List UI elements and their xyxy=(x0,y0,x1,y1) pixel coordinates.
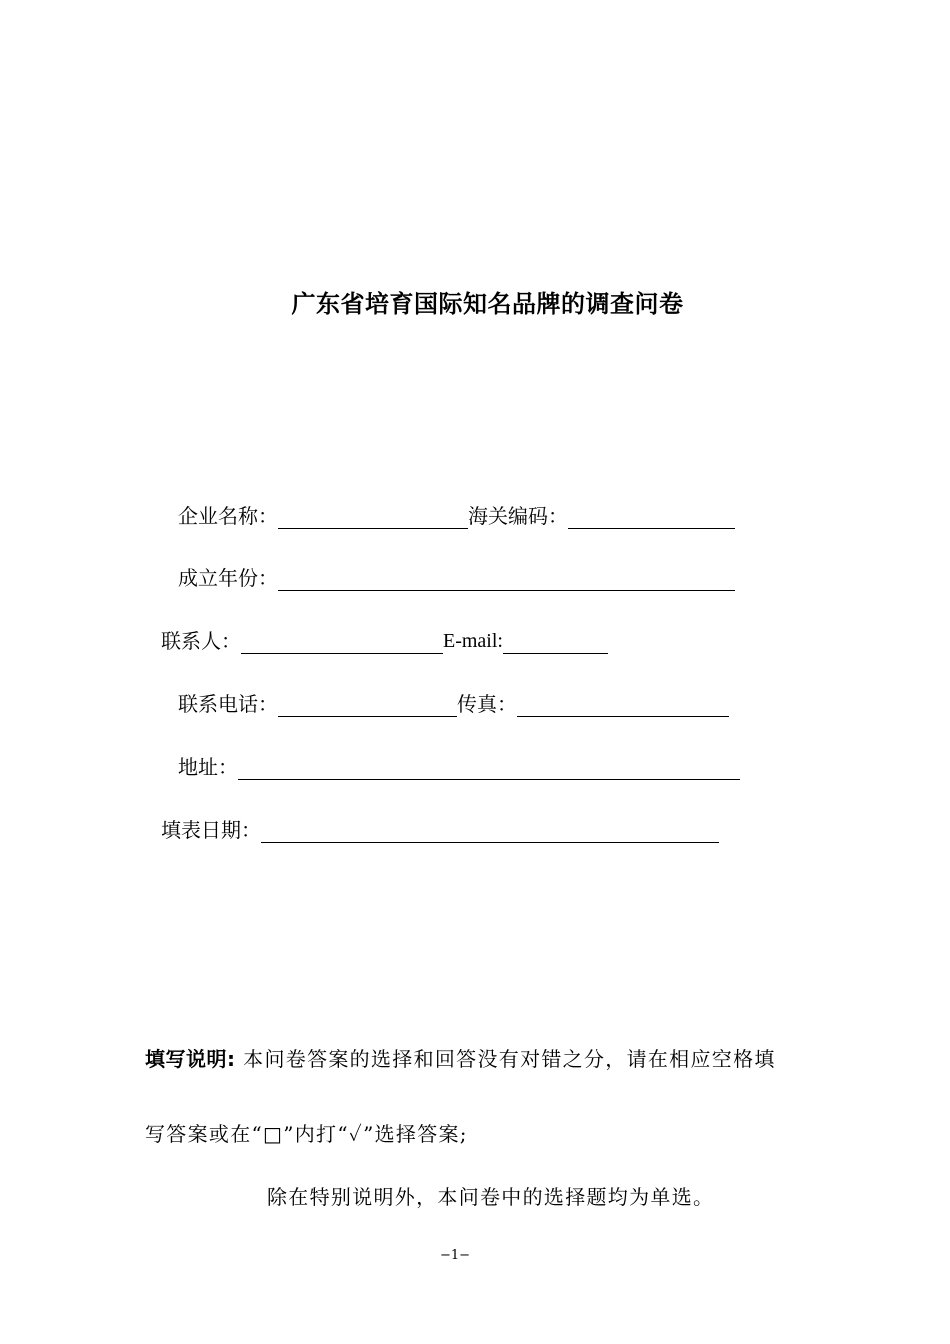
company-name-field[interactable] xyxy=(278,506,468,529)
document-title: 广东省培育国际知名品牌的调查问卷 xyxy=(291,290,684,318)
customs-code-label: 海关编码： xyxy=(468,504,568,528)
fill-date-field[interactable] xyxy=(261,820,719,843)
instructions-text-3: 除在特别说明外，本问卷中的选择题均为单选。 xyxy=(267,1185,715,1209)
phone-field[interactable] xyxy=(278,694,457,717)
contact-row xyxy=(161,627,608,655)
address-row xyxy=(178,753,740,781)
instructions-text-2: 写答案或在“□”内打“✓”选择答案; xyxy=(145,1122,468,1146)
founded-year-field[interactable] xyxy=(278,568,735,591)
page-number: −1− xyxy=(439,1248,471,1263)
address-label: 地址： xyxy=(178,755,238,779)
instructions-line-3 xyxy=(267,1183,714,1211)
instructions-line-2 xyxy=(145,1120,468,1148)
customs-code-field[interactable] xyxy=(568,506,735,529)
founded-year-label: 成立年份： xyxy=(178,566,278,590)
fill-date-label: 填表日期： xyxy=(161,818,261,842)
founded-row xyxy=(178,564,735,592)
fill-date-row xyxy=(161,816,719,844)
contact-person-label: 联系人： xyxy=(161,629,241,653)
address-field[interactable] xyxy=(238,757,740,780)
company-row xyxy=(178,502,735,530)
email-field[interactable] xyxy=(503,631,608,654)
instructions-line-1 xyxy=(145,1045,776,1073)
contact-person-field[interactable] xyxy=(241,631,443,654)
instructions-heading: 填写说明: xyxy=(145,1047,236,1071)
fax-field[interactable] xyxy=(517,694,729,717)
phone-label: 联系电话： xyxy=(178,692,278,716)
instructions-text-1: 本问卷答案的选择和回答没有对错之分，请在相应空格填 xyxy=(243,1047,776,1071)
phone-row xyxy=(178,690,729,718)
company-name-label: 企业名称： xyxy=(178,504,278,528)
fax-label: 传真： xyxy=(457,692,517,716)
email-label: E-mail: xyxy=(443,630,503,652)
